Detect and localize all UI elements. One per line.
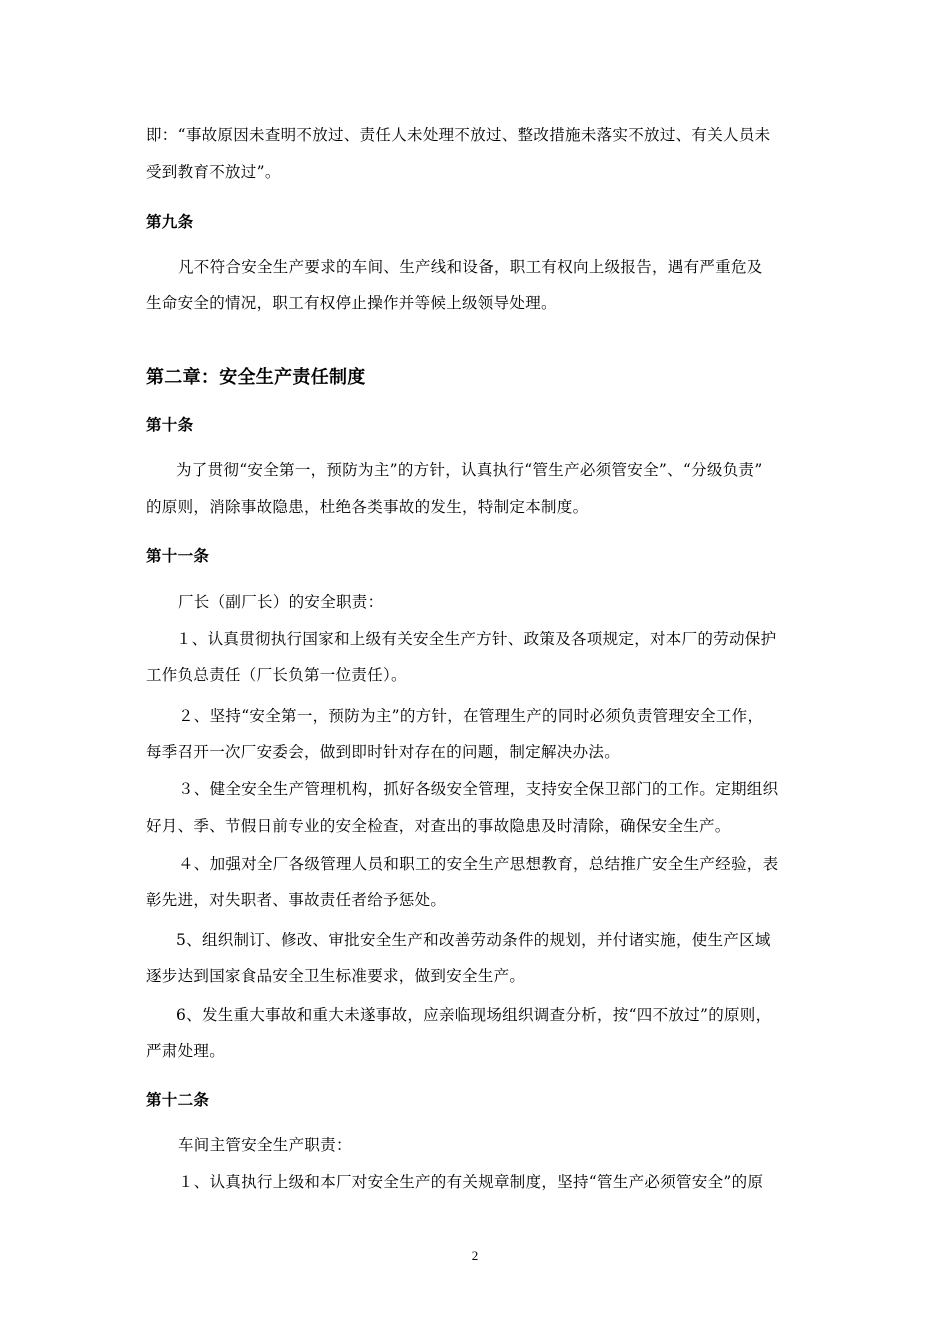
- body-text-line: 逐步达到国家食品安全卫生标准要求，做到安全生产。: [146, 967, 526, 985]
- body-text-line: ２、坚持“安全第一，预防为主”的方针，在管理生产的同时必须负责管理安全工作，: [178, 707, 764, 725]
- body-text-line: 工作负总责任（厂长负第一位责任）。: [146, 666, 407, 684]
- body-text-line: １、认真执行上级和本厂对安全生产的有关规章制度，坚持“管生产必须管安全”的原: [178, 1173, 764, 1191]
- body-text-line: 即：“事故原因未查明不放过、责任人未处理不放过、整改措施未落实不放过、有关人员未: [146, 126, 771, 144]
- page-number: 2: [471, 1248, 479, 1263]
- body-text-line: 的原则，消除事故隐患，杜绝各类事故的发生，特制定本制度。: [146, 498, 589, 516]
- body-text-line: 6、发生重大事故和重大未遂事故，应亲临现场组织调查分析，按“四不放过”的原则，: [176, 1006, 772, 1024]
- article-heading: 第十一条: [146, 546, 210, 565]
- article-heading: 第十二条: [146, 1090, 210, 1109]
- body-text-line: 生命安全的情况，职工有权停止操作并等候上级领导处理。: [146, 294, 557, 312]
- body-text-line: 厂长（副厂长）的安全职责：: [178, 593, 384, 611]
- body-text-line: 车间主管安全生产职责：: [178, 1136, 352, 1154]
- body-text-line: 严肃处理。: [146, 1042, 226, 1060]
- body-text-line: 好月、季、节假日前专业的安全检查，对查出的事故隐患及时清除，确保安全生产。: [146, 817, 731, 835]
- body-text-line: １、认真贯彻执行国家和上级有关安全生产方针、政策及各项规定，对本厂的劳动保护: [176, 630, 777, 648]
- body-text-line: 凡不符合安全生产要求的车间、生产线和设备，职工有权向上级报告，遇有严重危及: [178, 258, 763, 276]
- body-text-line: 为了贯彻“安全第一，预防为主”的方针，认真执行“管生产必须管安全”、“分级负责”: [176, 461, 763, 479]
- body-text-line: 每季召开一次厂安委会，做到即时针对存在的问题，制定解决办法。: [146, 743, 621, 761]
- body-text-line: ４、加强对全厂各级管理人员和职工的安全生产思想教育，总结推广安全生产经验，表: [178, 855, 779, 873]
- body-text-line: ３、健全安全生产管理机构，抓好各级安全管理，支持安全保卫部门的工作。定期组织: [178, 780, 779, 798]
- article-heading: 第九条: [146, 212, 194, 231]
- body-text-line: 彰先进，对失职者、事故责任者给予惩处。: [146, 891, 447, 909]
- body-text-line: 受到教育不放过”。: [146, 163, 281, 181]
- article-heading: 第十条: [146, 415, 194, 434]
- body-text-line: 5、组织制订、修改、审批安全生产和改善劳动条件的规划，并付诸实施，使生产区域: [176, 931, 771, 949]
- chapter-heading: 第二章：安全生产责任制度: [146, 367, 366, 388]
